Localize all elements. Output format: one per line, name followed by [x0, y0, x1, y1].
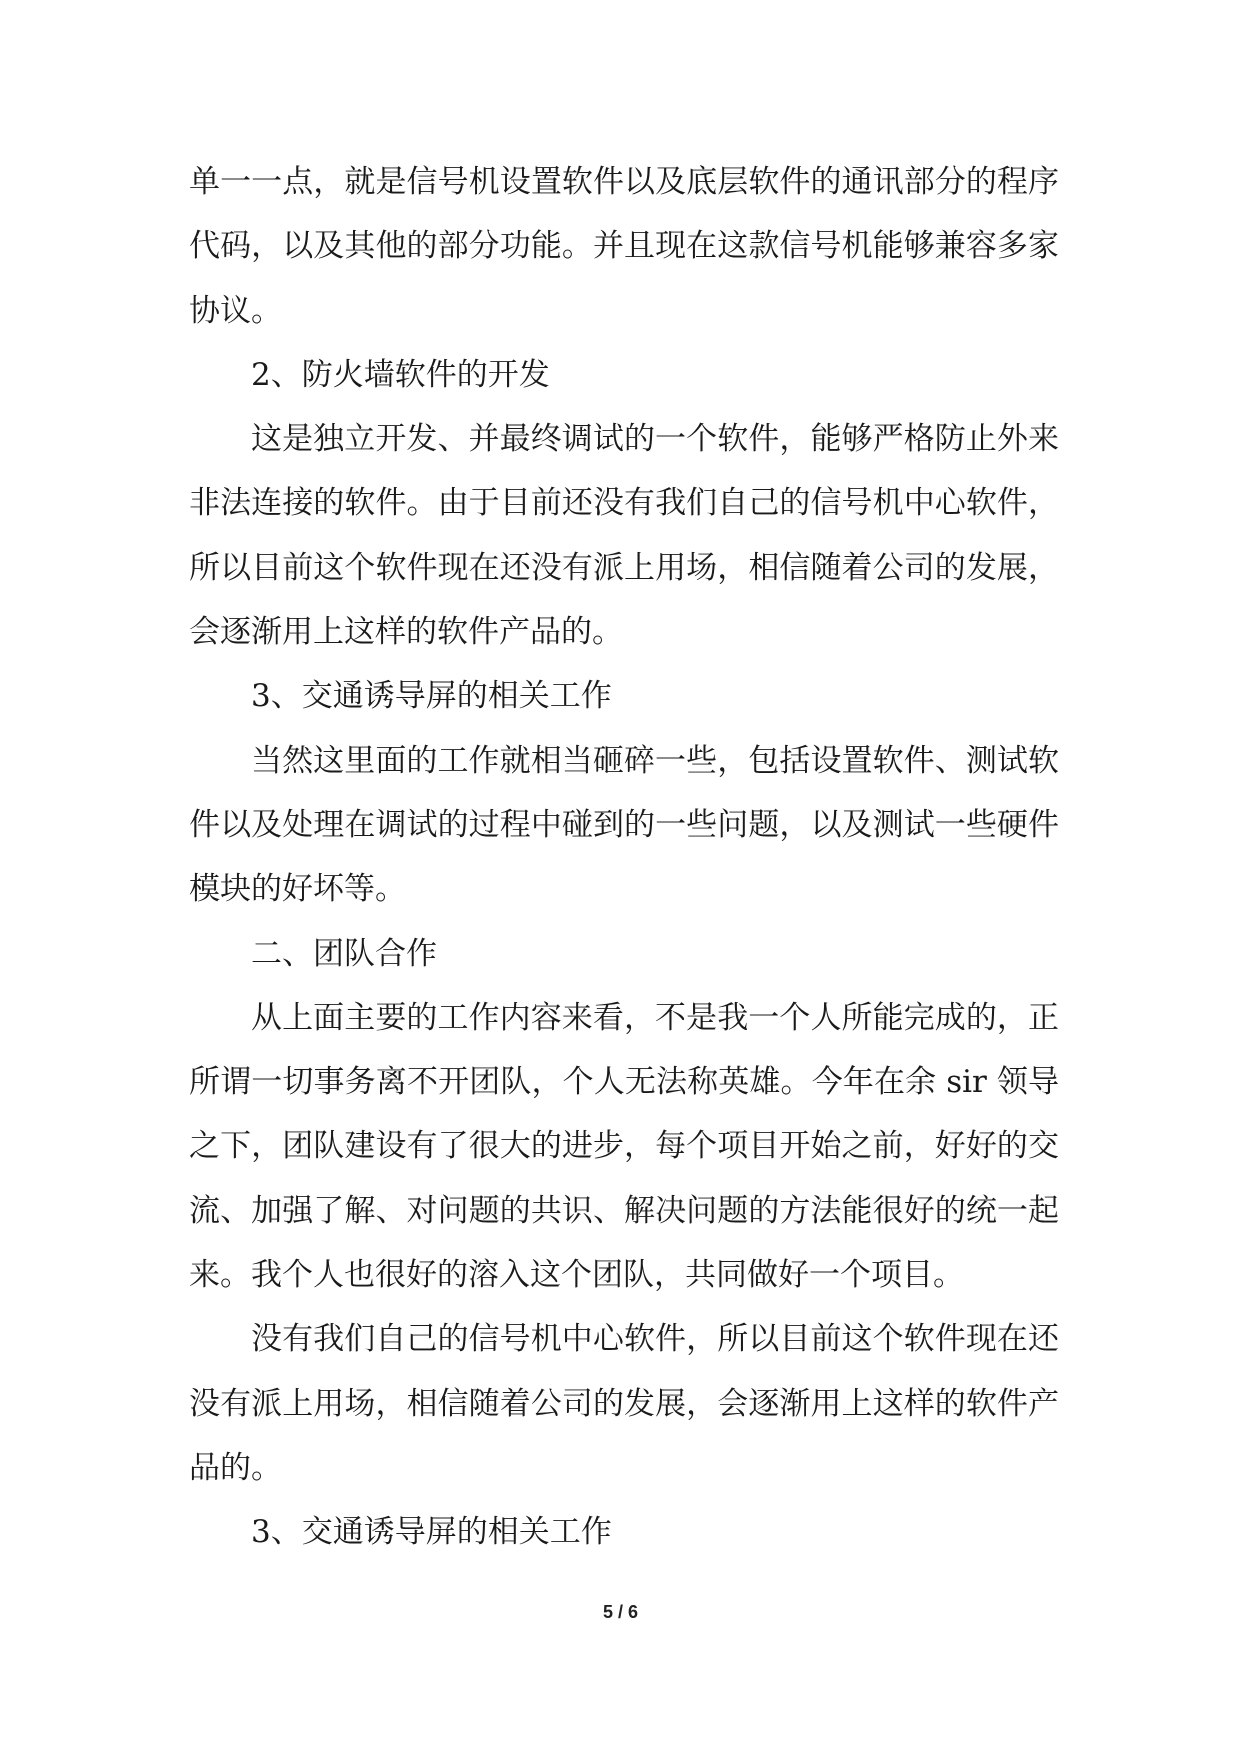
paragraph-teamwork: 从上面主要的工作内容来看，不是我一个人所能完成的，正所谓一切事务离不开团队，个人无法称英雄。今年在余 sir 领导之下，团队建设有了很大的进步，每个项目开始之前，好好的交流、加强了解、对问题的共识、解决问题的方法能很好的统一起来。我个人也很好的溶入这个团队，共同做好一个项目。: [189, 999, 1059, 1294]
page-number: 5 / 6: [602, 1602, 639, 1622]
paragraph-signal-center: 没有我们自己的信号机中心软件，所以目前这个软件现在还没有派上用场，相信随着公司的发展，会逐渐用上这样的软件产品的。: [189, 1321, 1059, 1486]
paragraph-guidance-screen: 当然这里面的工作就相当砸碎一些，包括设置软件、测试软件以及处理在调试的过程中碰到的一些问题，以及测试一些硬件模块的好坏等。: [189, 742, 1059, 908]
document-body: [189, 150, 1059, 1565]
paragraph-firewall: 这是独立开发、并最终调试的一个软件，能够严格防止外来非法连接的软件。由于目前还没有我们自己的信号机中心软件，所以目前这个软件现在还没有派上用场，相信随着公司的发展，会逐渐用上这样的软件产品的。: [189, 421, 1059, 651]
section-heading-guidance-screen: 3、交通诱导屏的相关工作: [251, 678, 612, 715]
section-heading-teamwork: 二、团队合作: [251, 935, 437, 972]
section-heading-firewall: 2、防火墙软件的开发: [251, 356, 550, 393]
paragraph-continuation: 单一一点，就是信号机设置软件以及底层软件的通讯部分的程序代码，以及其他的部分功能。并且现在这款信号机能够兼容多家协议。: [189, 164, 1059, 329]
section-heading-guidance-screen-repeat: 3、交通诱导屏的相关工作: [251, 1514, 612, 1551]
